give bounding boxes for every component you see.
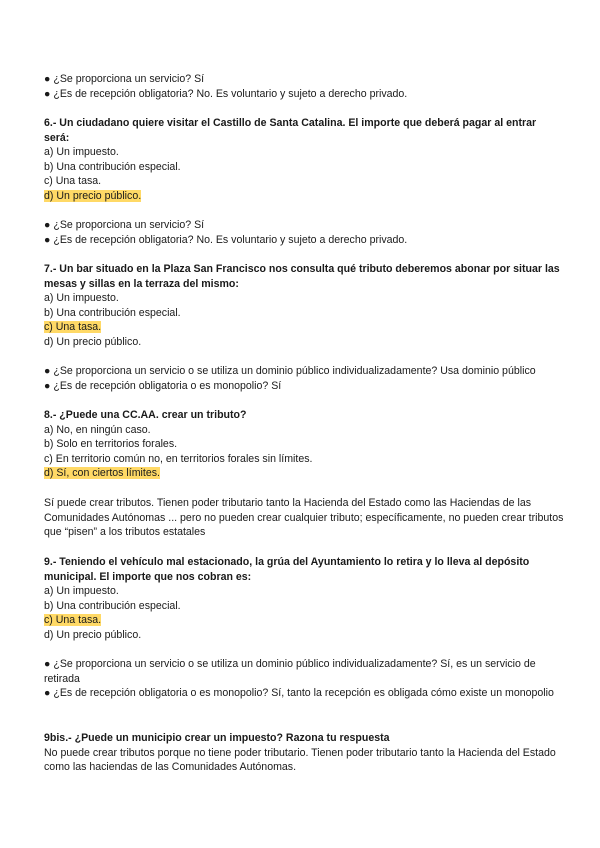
bullet-recepcion: ● ¿Es de recepción obligatoria? No. Es voluntario y sujeto a derecho privado. xyxy=(44,233,408,246)
question-9bis-answer: No puede crear tributos porque no tiene poder tributario. Tienen poder tributario tanto la Hacienda del Estado como las haciendas de las Comunidades Autónomas. xyxy=(44,746,556,774)
option-c: c) Una tasa. xyxy=(44,175,102,188)
question-6-bullets xyxy=(44,218,564,247)
bullet-recepcion: ● ¿Es de recepción obligatoria o es monopolio? Sí, tanto la recepción es obligada cómo existe un monopolio xyxy=(44,687,554,700)
bullet-recepcion: ● ¿Es de recepción obligatoria? No. Es voluntario y sujeto a derecho privado. xyxy=(44,87,408,100)
option-b: b) Una contribución especial. xyxy=(44,306,181,319)
option-d-answer: d) Sí, con ciertos límites. xyxy=(44,467,160,480)
intro-bullets xyxy=(44,72,564,101)
question-8-title: 8.- ¿Puede una CC.AA. crear un tributo? xyxy=(44,409,247,421)
bullet-recepcion: ● ¿Es de recepción obligatoria o es monopolio? Sí xyxy=(44,379,282,392)
option-d: d) Un precio público. xyxy=(44,335,142,348)
option-a: a) Un impuesto. xyxy=(44,146,119,159)
question-7-title: 7.- Un bar situado en la Plaza San Francisco nos consulta qué tributo deberemos abonar por situar las mesas y sillas en la terraza del mismo: xyxy=(44,263,560,290)
question-9bis-title: 9bis.- ¿Puede un municipio crear un impuesto? Razona tu respuesta xyxy=(44,732,390,744)
question-9 xyxy=(44,555,564,643)
option-a: a) Un impuesto. xyxy=(44,585,119,598)
question-7-bullets xyxy=(44,364,564,393)
bullet-servicio: ● ¿Se proporciona un servicio o se utiliza un dominio público individualizadamente? Usa dominio público xyxy=(44,365,536,377)
question-9bis xyxy=(44,731,564,775)
option-b: b) Solo en territorios forales. xyxy=(44,438,178,451)
option-c-answer: c) Una tasa. xyxy=(44,614,102,627)
question-8 xyxy=(44,408,564,481)
option-c-answer: c) Una tasa. xyxy=(44,321,102,334)
option-d: d) Un precio público. xyxy=(44,628,142,641)
option-a: a) Un impuesto. xyxy=(44,292,119,305)
option-b: b) Una contribución especial. xyxy=(44,160,181,173)
option-b: b) Una contribución especial. xyxy=(44,599,181,612)
question-6-title: 6.- Un ciudadano quiere visitar el Castillo de Santa Catalina. El importe que deberá pagar al entrar será: xyxy=(44,117,537,144)
question-8-explanation: Sí puede crear tributos. Tienen poder tributario tanto la Hacienda del Estado como las Haciendas de las Comunidades Autónomas ... pero no pueden crear cualquier tributo; específicamente, no pueden crear tributos que “pisen” a los tributos estatales xyxy=(44,497,564,539)
question-9-bullets xyxy=(44,657,564,701)
option-d-answer: d) Un precio público. xyxy=(44,189,142,202)
bullet-servicio: ● ¿Se proporciona un servicio? Sí xyxy=(44,219,205,231)
bullet-servicio: ● ¿Se proporciona un servicio? Sí xyxy=(44,73,205,85)
option-a: a) No, en ningún caso. xyxy=(44,423,151,436)
question-6 xyxy=(44,116,564,204)
bullet-servicio: ● ¿Se proporciona un servicio o se utiliza un dominio público individualizadamente? Sí, es un servicio de retirada xyxy=(44,658,536,685)
option-c: c) En territorio común no, en territorios forales sin límites. xyxy=(44,452,313,465)
question-7 xyxy=(44,262,564,350)
question-9-title: 9.- Teniendo el vehículo mal estacionado, la grúa del Ayuntamiento lo retira y lo lleva al depósito municipal. El importe que nos cobran es: xyxy=(44,556,530,583)
